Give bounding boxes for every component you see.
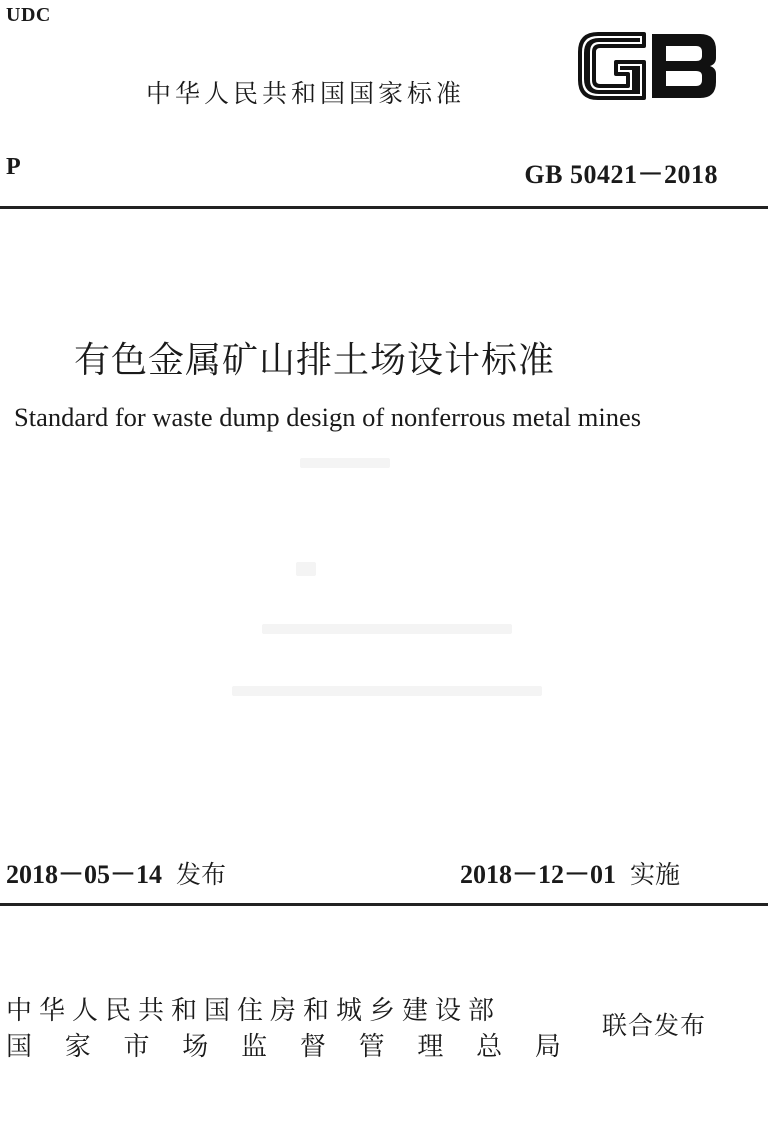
national-standard-heading: 中华人民共和国国家标准: [146, 79, 466, 108]
implementation-label: 实施: [630, 860, 681, 889]
title-chinese: 有色金属矿山排土场设计标准: [74, 340, 556, 381]
top-divider: [0, 206, 768, 209]
issuer-char: 管: [358, 1032, 385, 1062]
issuer-char: 监: [241, 1032, 268, 1062]
udc-label: UDC: [6, 4, 51, 26]
faint-mark: [296, 562, 316, 576]
issuer-char: 场: [182, 1032, 209, 1062]
issuer-ministry: 中华人民共和国住房和城乡建设部: [6, 996, 502, 1026]
issuer-char: 总: [476, 1032, 503, 1062]
issue-label: 发布: [176, 860, 227, 889]
title-english: Standard for waste dump design of nonferrous metal mines: [14, 402, 642, 432]
issuer-administration: [6, 1026, 561, 1063]
issuer-char: 国: [6, 1032, 33, 1062]
issuer-char: 市: [123, 1032, 150, 1062]
implementation-date-line: [460, 854, 680, 891]
issue-date: 2018－05－14: [6, 860, 163, 889]
joint-release-label: 联合发布: [602, 1011, 707, 1040]
bottom-divider: [0, 903, 768, 906]
issue-date-line: [6, 854, 226, 891]
issuer-char: 家: [64, 1032, 91, 1062]
issuer-char: 督: [299, 1032, 326, 1062]
faint-mark: [232, 686, 542, 696]
standard-number: GB 50421－2018: [524, 160, 718, 189]
implementation-date: 2018－12－01: [460, 860, 617, 889]
classification-code: P: [6, 154, 21, 180]
faint-mark: [300, 458, 390, 468]
faint-mark: [262, 624, 512, 634]
issuer-char: 局: [534, 1032, 561, 1062]
gb-logo-icon: [576, 30, 720, 102]
issuer-char: 理: [417, 1032, 444, 1062]
